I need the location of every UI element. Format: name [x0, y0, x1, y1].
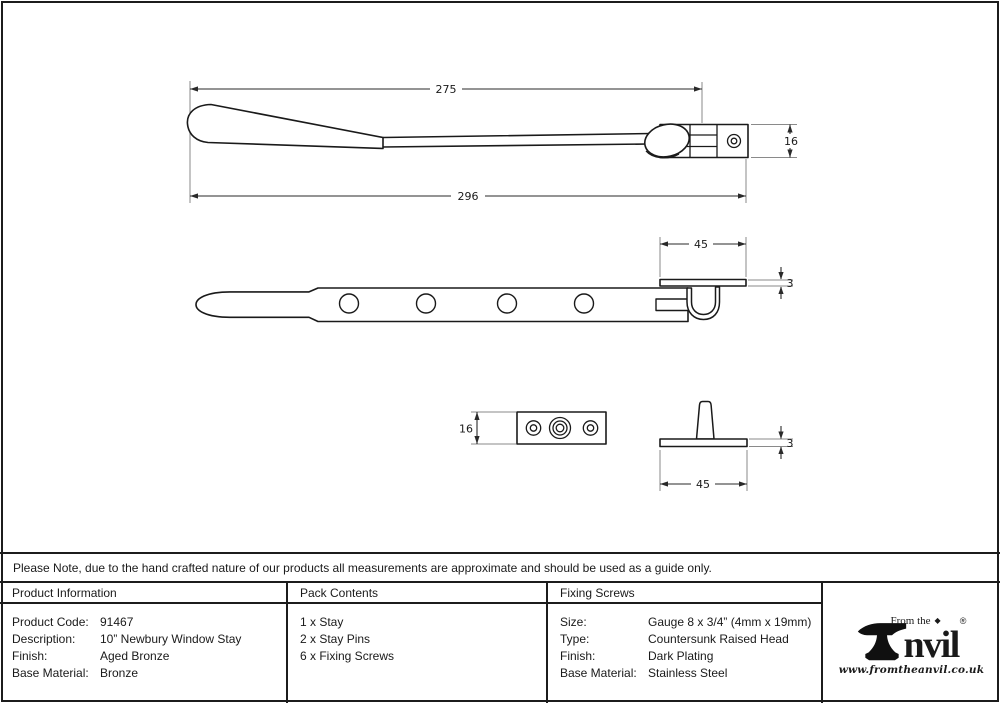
table-row [12, 648, 286, 665]
table-row [12, 614, 286, 631]
brand-name-rest: nvil [903, 624, 959, 666]
dim-label-45: 45 [696, 478, 710, 491]
measurement-note-bar [0, 552, 1000, 583]
row-label: Size: [560, 615, 587, 629]
table-row [12, 631, 286, 648]
product-information-header: Product Information [0, 583, 286, 604]
stay-notch [656, 299, 688, 311]
screw-hole [575, 294, 594, 313]
pack-item: 1 x Stay [300, 615, 344, 629]
dim-label-45: 45 [694, 238, 708, 251]
mounting-plate [660, 280, 746, 287]
description-value: 10” Newbury Window Stay [100, 632, 242, 646]
stay-pin-view [660, 402, 794, 492]
row-label: Base Material: [12, 666, 89, 680]
dim-label-16: 16 [459, 422, 473, 436]
pack-contents-header: Pack Contents [288, 583, 546, 604]
product-information-column [0, 583, 288, 703]
base-material-value: Bronze [100, 666, 139, 680]
row-label: Product Code: [12, 615, 89, 629]
screw-size-value: Gauge 8 x 3/4” (4mm x 19mm) [648, 615, 812, 629]
table-row [560, 648, 821, 665]
from-the-anvil-logo [839, 616, 985, 676]
row-label: Base Material: [560, 666, 637, 680]
measurement-note-text: Please Note, due to the hand crafted nature of our products all measurements are approximate and should be used as a guide only. [13, 560, 712, 575]
finish-value: Aged Bronze [100, 649, 170, 663]
registered-trademark: ® [959, 616, 967, 626]
screw-hole [340, 294, 359, 313]
row-label: Finish: [560, 649, 596, 663]
fixing-screws-header: Fixing Screws [548, 583, 821, 604]
screw-type-value: Countersunk Raised Head [648, 632, 789, 646]
screw-hole [498, 294, 517, 313]
row-label: Type: [560, 632, 590, 646]
product-code-value: 91467 [100, 615, 134, 629]
stay-side-view [187, 81, 799, 203]
brand-url: www.fromtheanvil.co.uk [838, 664, 985, 676]
spec-table [0, 583, 1000, 703]
diamond-icon: ◆ [934, 616, 941, 625]
dim-label-3: 3 [786, 277, 794, 290]
pack-item: 2 x Stay Pins [300, 632, 371, 646]
stay-hook [687, 287, 720, 320]
table-row [560, 614, 821, 631]
table-row [560, 665, 821, 682]
table-row [560, 631, 821, 648]
from-the-label: From the [890, 615, 931, 627]
table-row [12, 665, 286, 682]
screw-finish-value: Dark Plating [648, 649, 714, 663]
pack-contents-column [288, 583, 548, 703]
dim-label-3: 3 [786, 437, 794, 450]
pack-item: 6 x Fixing Screws [300, 649, 395, 663]
dim-label-16: 16 [784, 135, 798, 148]
keeper-plate-view [459, 412, 606, 444]
brand-logo-cell [823, 583, 1000, 703]
screw-hole [417, 294, 436, 313]
row-label: Finish: [12, 649, 48, 663]
pin-cone [697, 402, 715, 440]
pin-base-plate [660, 439, 747, 447]
from-the-text [891, 615, 941, 627]
dim-label-296: 296 [457, 190, 479, 203]
stay-handle [187, 105, 383, 149]
stay-arm [383, 134, 652, 148]
stay-body-top-view [196, 288, 688, 322]
dim-label-275: 275 [435, 83, 457, 96]
fixing-screws-column [548, 583, 823, 703]
row-label: Description: [12, 632, 76, 646]
screw-material-value: Stainless Steel [648, 666, 728, 680]
